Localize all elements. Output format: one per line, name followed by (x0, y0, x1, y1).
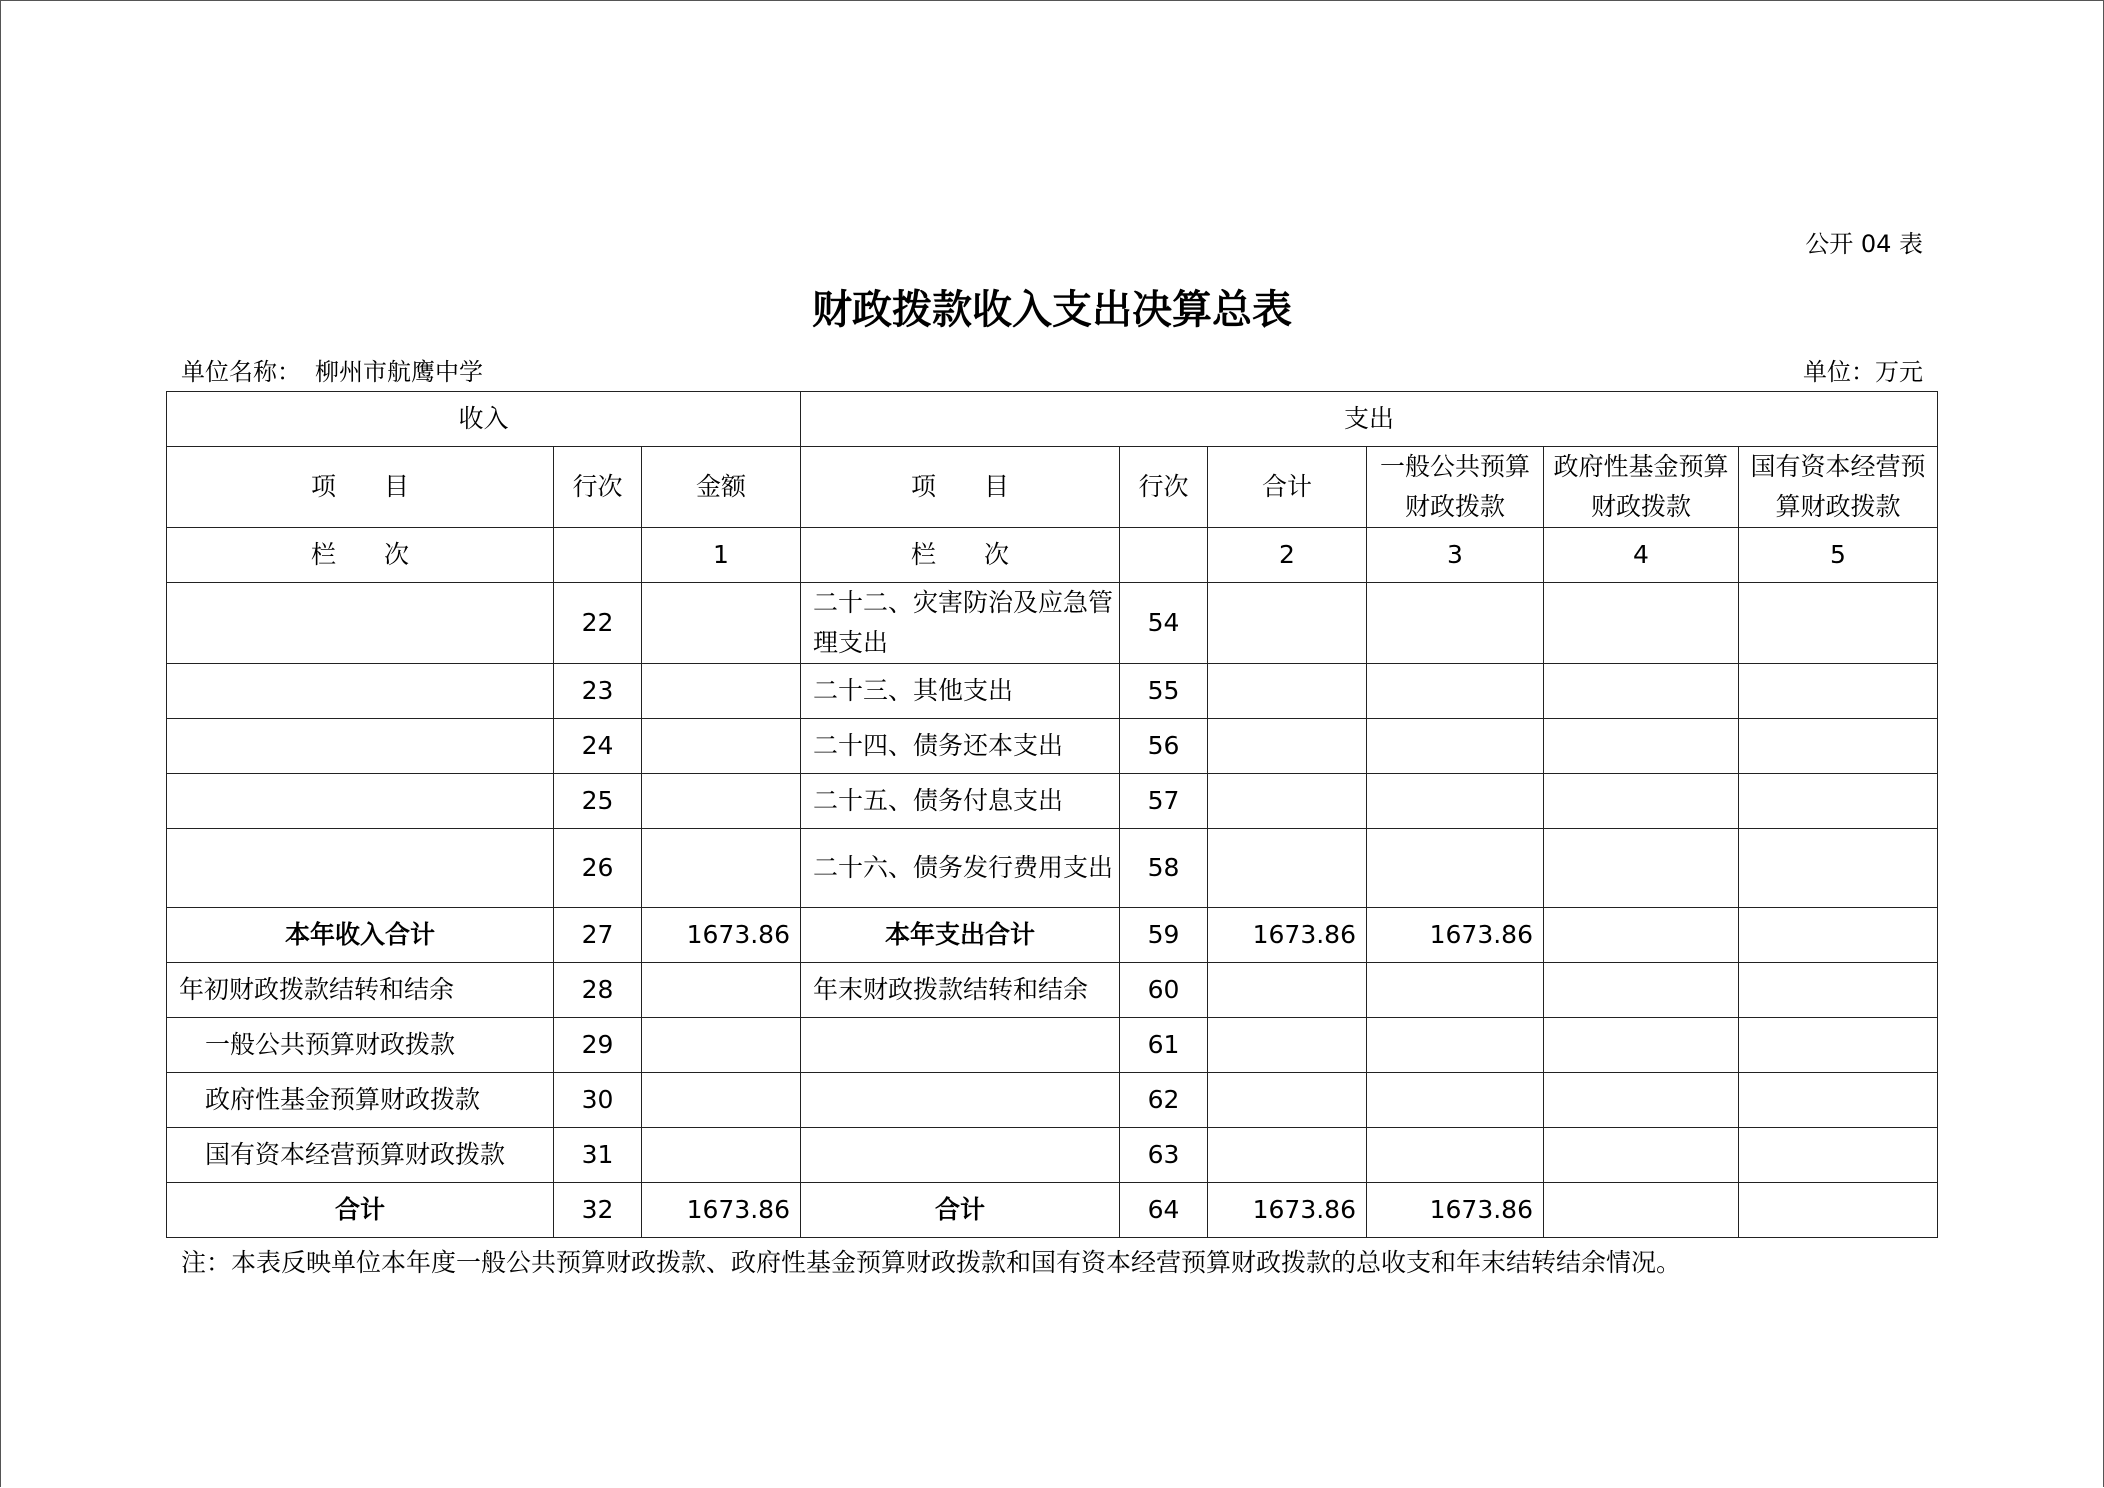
income-amount (642, 583, 801, 664)
general-budget-amount (1367, 774, 1544, 829)
expense-total (1208, 963, 1367, 1018)
column-number-4: 4 (1544, 528, 1739, 583)
state-capital-amount (1739, 963, 1938, 1018)
expense-item: 二十三、其他支出 (801, 664, 1120, 719)
income-item (167, 829, 554, 908)
income-item: 国有资本经营预算财政拨款 (167, 1128, 554, 1183)
state-capital-amount (1739, 829, 1938, 908)
expense-row-no: 60 (1120, 963, 1208, 1018)
income-amount (642, 719, 801, 774)
state-capital-header: 国有资本经营预算财政拨款 (1739, 447, 1938, 528)
expense-total: 1673.86 (1208, 1183, 1367, 1238)
income-amount (642, 1073, 801, 1128)
income-item (167, 664, 554, 719)
expense-total (1208, 774, 1367, 829)
expense-row-no: 57 (1120, 774, 1208, 829)
expense-year-total-label: 本年支出合计 (801, 908, 1120, 963)
expense-total (1208, 829, 1367, 908)
income-item: 政府性基金预算财政拨款 (167, 1073, 554, 1128)
income-row-no-blank (554, 528, 642, 583)
expense-row-no: 58 (1120, 829, 1208, 908)
expense-row-no: 59 (1120, 908, 1208, 963)
unit-name-line (181, 352, 483, 387)
income-row-no: 25 (554, 774, 642, 829)
gov-fund-amount (1544, 1018, 1739, 1073)
grand-total-row (167, 1183, 1938, 1238)
general-budget-amount (1367, 1018, 1544, 1073)
expense-grand-total-label: 合计 (801, 1183, 1120, 1238)
table-row (167, 829, 1938, 908)
income-row-no: 29 (554, 1018, 642, 1073)
state-capital-amount (1739, 719, 1938, 774)
general-budget-amount: 1673.86 (1367, 1183, 1544, 1238)
table-row (167, 1018, 1938, 1073)
state-capital-amount (1739, 583, 1938, 664)
state-capital-amount (1739, 664, 1938, 719)
expense-total (1208, 1018, 1367, 1073)
general-budget-amount (1367, 583, 1544, 664)
state-capital-amount (1739, 908, 1938, 963)
unit-name-label: 单位名称： (181, 358, 301, 386)
table-row (167, 583, 1938, 664)
expense-total (1208, 719, 1367, 774)
expense-row-no: 63 (1120, 1128, 1208, 1183)
table-row (167, 1073, 1938, 1128)
income-amount (642, 1018, 801, 1073)
general-budget-amount (1367, 829, 1544, 908)
gov-fund-amount (1544, 664, 1739, 719)
income-amount (642, 664, 801, 719)
general-budget-amount (1367, 719, 1544, 774)
income-item-header: 项目 (167, 447, 554, 528)
gov-fund-amount (1544, 1183, 1739, 1238)
unit-name-value: 柳州市航鹰中学 (315, 358, 483, 386)
income-amount (642, 774, 801, 829)
expense-header: 支出 (801, 392, 1938, 447)
column-number-2: 2 (1208, 528, 1367, 583)
gov-fund-amount (1544, 583, 1739, 664)
expense-total (1208, 664, 1367, 719)
expense-item: 二十六、债务发行费用支出 (801, 829, 1120, 908)
general-budget-header: 一般公共预算财政拨款 (1367, 447, 1544, 528)
general-budget-amount (1367, 664, 1544, 719)
expense-row-no: 61 (1120, 1018, 1208, 1073)
expense-item-header: 项目 (801, 447, 1120, 528)
income-row-no: 24 (554, 719, 642, 774)
expense-row-no: 62 (1120, 1073, 1208, 1128)
expense-item (801, 1128, 1120, 1183)
general-budget-amount: 1673.86 (1367, 908, 1544, 963)
gov-fund-amount (1544, 774, 1739, 829)
expense-row-no: 54 (1120, 583, 1208, 664)
column-number-3: 3 (1367, 528, 1544, 583)
expense-total: 1673.86 (1208, 908, 1367, 963)
expense-row-no-header: 行次 (1120, 447, 1208, 528)
income-row-no: 32 (554, 1183, 642, 1238)
income-header: 收入 (167, 392, 801, 447)
income-amount: 1673.86 (642, 908, 801, 963)
table-note: 注：本表反映单位本年度一般公共预算财政拨款、政府性基金预算财政拨款和国有资本经营预算财政拨款的总收支和年末结转结余情况。 (181, 1248, 1682, 1277)
column-number-5: 5 (1739, 528, 1938, 583)
income-year-total-label: 本年收入合计 (167, 908, 554, 963)
income-item: 年初财政拨款结转和结余 (167, 963, 554, 1018)
header-row-columns (167, 447, 1938, 528)
fiscal-appropriation-table (166, 391, 1938, 1238)
income-item (167, 719, 554, 774)
table-row (167, 664, 1938, 719)
form-number: 公开 04 表 (1805, 230, 1923, 258)
income-row-no: 22 (554, 583, 642, 664)
income-item: 一般公共预算财政拨款 (167, 1018, 554, 1073)
state-capital-amount (1739, 1018, 1938, 1073)
income-row-no: 31 (554, 1128, 642, 1183)
income-row-no: 23 (554, 664, 642, 719)
year-total-row (167, 908, 1938, 963)
table-row (167, 774, 1938, 829)
income-grand-total-label: 合计 (167, 1183, 554, 1238)
income-column-label: 栏次 (167, 528, 554, 583)
income-amount-header: 金额 (642, 447, 801, 528)
expense-total-header: 合计 (1208, 447, 1367, 528)
table-row (167, 1128, 1938, 1183)
income-item (167, 583, 554, 664)
income-row-no: 30 (554, 1073, 642, 1128)
income-amount (642, 1128, 801, 1183)
income-row-no: 27 (554, 908, 642, 963)
income-row-no: 28 (554, 963, 642, 1018)
gov-fund-amount (1544, 1128, 1739, 1183)
state-capital-amount (1739, 1073, 1938, 1128)
table-row (167, 719, 1938, 774)
table-row (167, 963, 1938, 1018)
gov-fund-amount (1544, 1073, 1739, 1128)
expense-item (801, 1018, 1120, 1073)
state-capital-amount (1739, 774, 1938, 829)
general-budget-amount (1367, 1128, 1544, 1183)
currency-unit: 单位：万元 (1803, 358, 1923, 386)
expense-item: 二十五、债务付息支出 (801, 774, 1120, 829)
gov-fund-header: 政府性基金预算财政拨款 (1544, 447, 1739, 528)
gov-fund-amount (1544, 908, 1739, 963)
income-amount (642, 829, 801, 908)
expense-column-label: 栏次 (801, 528, 1120, 583)
header-row-section (167, 392, 1938, 447)
state-capital-amount (1739, 1183, 1938, 1238)
gov-fund-amount (1544, 963, 1739, 1018)
general-budget-amount (1367, 1073, 1544, 1128)
expense-row-no: 55 (1120, 664, 1208, 719)
income-row-no: 26 (554, 829, 642, 908)
income-amount (642, 963, 801, 1018)
column-number-1: 1 (642, 528, 801, 583)
expense-total (1208, 1128, 1367, 1183)
gov-fund-amount (1544, 829, 1739, 908)
income-item (167, 774, 554, 829)
state-capital-amount (1739, 1128, 1938, 1183)
expense-item: 年末财政拨款结转和结余 (801, 963, 1120, 1018)
expense-row-no-blank (1120, 528, 1208, 583)
expense-row-no: 64 (1120, 1183, 1208, 1238)
expense-row-no: 56 (1120, 719, 1208, 774)
column-number-row (167, 528, 1938, 583)
expense-total (1208, 583, 1367, 664)
gov-fund-amount (1544, 719, 1739, 774)
expense-total (1208, 1073, 1367, 1128)
expense-item: 二十二、灾害防治及应急管理支出 (801, 583, 1120, 664)
expense-item: 二十四、债务还本支出 (801, 719, 1120, 774)
income-amount: 1673.86 (642, 1183, 801, 1238)
expense-item (801, 1073, 1120, 1128)
page-title: 财政拨款收入支出决算总表 (812, 287, 1292, 333)
income-row-no-header: 行次 (554, 447, 642, 528)
general-budget-amount (1367, 963, 1544, 1018)
